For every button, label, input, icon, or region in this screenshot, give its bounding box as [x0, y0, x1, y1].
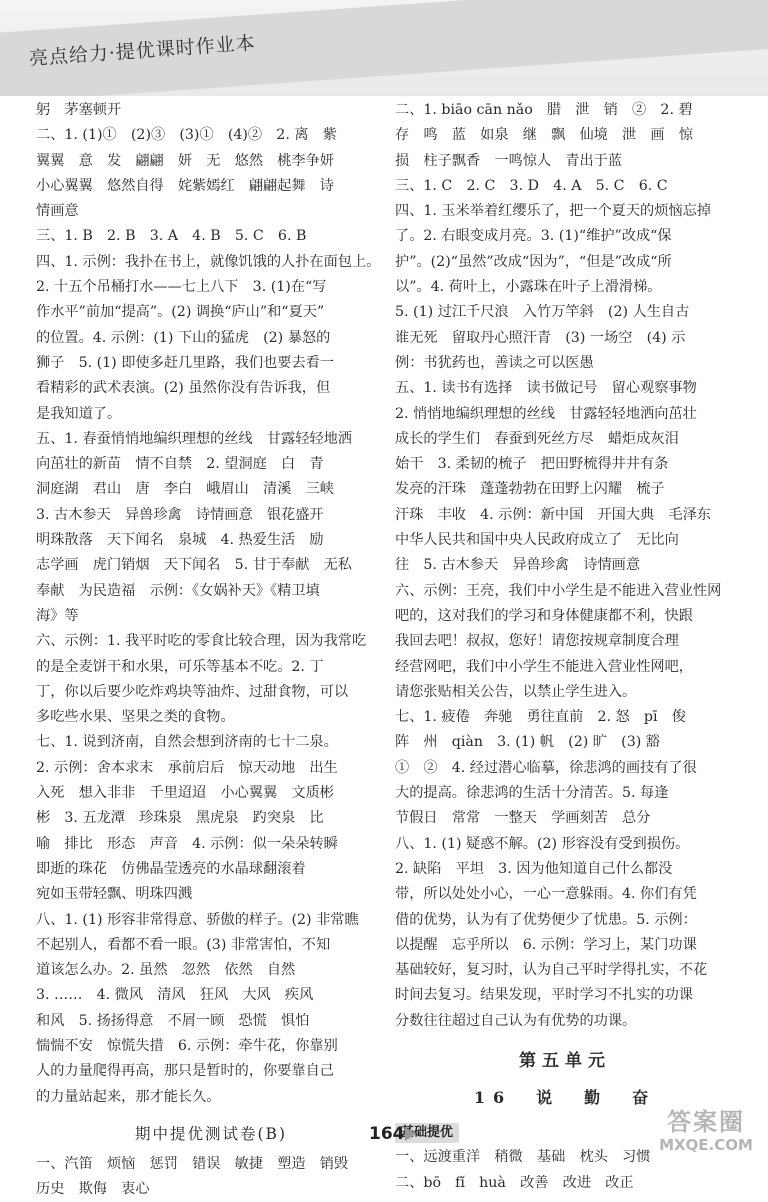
answer-line: 躬 茅塞顿开 — [36, 102, 122, 118]
answer-line: 五、1. 春蚕悄悄地编织理想的丝线 甘露轻轻地洒 — [36, 430, 352, 447]
answer-line: 多吃些水果、坚果之类的食物。 — [36, 709, 235, 726]
answer-line: 翼翼 意 发 翩翩 妍 无 悠然 桃李争妍 — [36, 152, 334, 169]
answer-line: 情画意 — [36, 203, 79, 220]
answer-line: 即逝的珠花 仿佛晶莹透亮的水晶球翻滚着 — [36, 860, 306, 877]
answer-line: 二、bō fǐ huà 改善 改进 改正 — [395, 1174, 634, 1191]
answer-line: 二、1. (1)① (2)③ (3)① (4)② 2. 离 紫 — [36, 127, 337, 144]
answer-line: 海》等 — [36, 607, 79, 624]
answer-line: 三、1. C 2. C 3. D 4. A 5. C 6. C — [395, 177, 668, 194]
answer-line: 大的提高。徐悲鸿的生活十分清苦。5. 每逢 — [395, 785, 669, 802]
answer-line: 是我知道了。 — [36, 405, 122, 422]
answer-line: 发亮的汗珠 蓬蓬勃勃在田野上闪耀 梳子 — [395, 481, 665, 498]
right-column — [395, 98, 735, 1196]
answer-line: 一、汽笛 烦恼 惩罚 错误 敏捷 塑造 销毁 — [36, 1155, 349, 1172]
unit-title: 第五单元 — [519, 1050, 611, 1071]
page-arrow-icon — [405, 1127, 416, 1141]
answer-line: 2. 十五个吊桶打水——七上八下 3. (1)在“写 — [36, 279, 327, 296]
answer-line: 七、1. 说到济南，自然会想到济南的七十二泉。 — [36, 734, 338, 751]
answer-line: 请您张贴相关公告，以禁止学生进入。 — [395, 683, 637, 700]
answer-line: 看精彩的武术表演。(2) 虽然你没有告诉我，但 — [36, 380, 331, 397]
section-tag: 基础提优 — [395, 1123, 459, 1143]
answer-line: 借的优势，认为有了优势便少了忧患。5. 示例： — [395, 911, 697, 928]
exam-title: 期中提优测试卷(B) — [135, 1124, 287, 1143]
answer-line: 2. 示例：舍本求末 承前启后 惊天动地 出生 — [36, 759, 338, 776]
answer-line: 以提醒 忘乎所以 6. 示例：学习上，某门功课 — [395, 936, 697, 953]
left-column — [36, 98, 386, 1202]
answer-line: 五、1. 读书有选择 读书做记号 留心观察事物 — [395, 380, 697, 397]
answer-line: 成长的学生们 春蚕到死丝方尽 蜡炬成灰泪 — [395, 430, 679, 447]
watermark-text: 答案圈 — [667, 1108, 745, 1136]
answer-line: 丁，你以后要少吃炸鸡块等油炸、过甜食物，可以 — [36, 683, 349, 700]
answer-line: 损 柱子飘香 一鸣惊人 青出于蓝 — [395, 152, 623, 169]
book-title: 亮点给力·提优课时作业本 — [28, 32, 257, 70]
answer-line: 四、1. 玉米举着红缨乐了，把一个夏天的烦恼忘掉 — [395, 203, 711, 220]
answer-line: 狮子 5. (1) 即使多赶几里路，我们也要去看一 — [36, 354, 335, 371]
answer-line: 时间去复习。结果发现，平时学习不扎实的功课 — [395, 987, 693, 1004]
answer-line: 了。2. 右眼变成月亮。3. (1)“维护”改成“保 — [395, 228, 672, 245]
answer-line: 和风 5. 扬扬得意 不屑一顾 恐慌 惧怕 — [36, 1012, 310, 1029]
answer-line: 分数往往超过自己认为有优势的功课。 — [395, 1012, 637, 1029]
answer-line: 作水平”前加“提高”。(2) 调换“庐山”和“夏天” — [36, 304, 325, 321]
page-header — [0, 0, 768, 96]
answer-line: 历史 欺侮 衷心 — [36, 1181, 150, 1198]
answer-line: 惴惴不安 惊慌失措 6. 示例：牵牛花，你靠别 — [36, 1037, 338, 1054]
answer-line: ① ② 4. 经过潜心临摹，徐悲鸿的画技有了很 — [395, 759, 697, 776]
answer-line: 存 鸣 蓝 如泉 继 飘 仙境 泄 画 惊 — [395, 127, 693, 144]
answer-line: 节假日 常常 一整天 学画刻苦 总分 — [395, 810, 651, 827]
answer-line: 阵 州 qiàn 3. (1) 帆 (2) 旷 (3) 豁 — [395, 734, 660, 751]
lesson-title: 16 说 勤 奋 — [473, 1087, 657, 1107]
answer-line: 四、1. 示例：我扑在书上，就像饥饿的人扑在面包上。 — [36, 253, 381, 270]
answer-line: 的力量站起来，那才能长久。 — [36, 1088, 221, 1105]
answer-line: 护”。(2)“虽然”改成“因为”，“但是”改成“所 — [395, 253, 672, 270]
answer-line: 彬 3. 五龙潭 珍珠泉 黑虎泉 趵突泉 比 — [36, 810, 324, 827]
answer-line: 小心翼翼 悠然自得 姹紫嫣红 翩翩起舞 诗 — [36, 177, 334, 194]
answer-line: 八、1. (1) 疑惑不解。(2) 形容没有受到损伤。 — [395, 835, 690, 852]
answer-line: 5. (1) 过江千尺浪 入竹万竿斜 (2) 人生自古 — [395, 304, 690, 321]
answer-line: 往 5. 古木参天 异兽珍禽 诗情画意 — [395, 557, 641, 574]
answer-line: 志学画 虎门销烟 天下闻名 5. 甘于奉献 无私 — [36, 557, 352, 574]
answer-line: 的位置。4. 示例：(1) 下山的猛虎 (2) 暴怒的 — [36, 329, 331, 346]
answer-line: 3. …… 4. 微风 清风 狂风 大风 疾风 — [36, 987, 314, 1004]
answer-line: 一、远渡重洋 稍微 基础 枕头 习惯 — [395, 1149, 651, 1166]
answer-line: 三、1. B 2. B 3. A 4. B 5. C 6. B — [36, 228, 307, 245]
answer-line: 的是全麦饼干和水果，可乐等基本不吃。2. 丁 — [36, 658, 324, 675]
answer-line: 明珠散落 天下闻名 泉城 4. 热爱生活 励 — [36, 532, 324, 549]
answer-line: 喻 排比 形态 声音 4. 示例：似一朵朵转瞬 — [36, 835, 338, 852]
answer-line: 六、示例：1. 我平时吃的零食比较合理，因为我常吃 — [36, 633, 367, 650]
answer-line: 吧的，这对我们的学习和身体健康都不利，快跟 — [395, 607, 693, 624]
answer-line: 人的力量爬得再高，那只是暂时的，你要靠自己 — [36, 1063, 334, 1080]
answer-line: 七、1. 疲倦 奔驰 勇往直前 2. 怒 pī 俊 — [395, 709, 686, 726]
answer-line: 洞庭湖 君山 唐 李白 峨眉山 清溪 三峡 — [36, 481, 334, 498]
answer-line: 向茁壮的新苗 情不自禁 2. 望洞庭 白 青 — [36, 456, 324, 473]
answer-line: 我回去吧！叔叔，您好！请您按规章制度合理 — [395, 633, 679, 650]
page-number: 164 — [369, 1124, 405, 1144]
answer-line: 始干 3. 柔韧的梳子 把田野梳得井井有条 — [395, 456, 669, 473]
answer-line: 2. 悄悄地编织理想的丝线 甘露轻轻地洒向茁壮 — [395, 405, 697, 422]
answer-line: 二、1. biāo cān nǎo 腊 泄 销 ② 2. 碧 — [395, 102, 693, 118]
answer-line: 宛如玉带轻飘、明珠四溅 — [36, 886, 193, 903]
answer-line: 道该怎么办。2. 虽然 忽然 依然 自然 — [36, 962, 296, 979]
watermark-url: MXQE.COM — [659, 1136, 753, 1154]
answer-line: 六、示例：王亮，我们中小学生是不能进入营业性网 — [395, 582, 722, 599]
answer-line: 例：书犹药也，善读之可以医愚 — [395, 354, 594, 371]
answer-line: 经营网吧，我们中小学生不能进入营业性网吧， — [395, 658, 693, 675]
answer-line: 带，所以处处小心，一心一意躲雨。4. 你们有凭 — [395, 886, 697, 903]
answer-line: 谁无死 留取丹心照汗青 (3) 一场空 (4) 示 — [395, 329, 686, 346]
answer-line: 基础较好，复习时，认为自己平时学得扎实，不花 — [395, 962, 708, 979]
answer-line: 不起别人，看都不看一眼。(3) 非常害怕，不知 — [36, 936, 331, 953]
answer-line: 入死 想入非非 千里迢迢 小心翼翼 文质彬 — [36, 785, 334, 802]
answer-line: 中华人民共和国中央人民政府成立了 无比向 — [395, 532, 679, 549]
answer-line: 汗珠 丰收 4. 示例：新中国 开国大典 毛泽东 — [395, 506, 711, 523]
answer-line: 八、1. (1) 形容非常得意、骄傲的样子。(2) 非常瞧 — [36, 911, 359, 928]
answer-line: 以”。4. 荷叶上，小露珠在叶子上滑滑梯。 — [395, 279, 662, 296]
answer-line: 奉献 为民造福 示例：《女娲补天》《精卫填 — [36, 582, 320, 599]
watermark-logo — [650, 1108, 762, 1160]
answer-line: 3. 古木参天 异兽珍禽 诗情画意 银花盛开 — [36, 506, 324, 523]
answer-line: 2. 缺陷 平坦 3. 因为他知道自己什么都没 — [395, 860, 673, 877]
